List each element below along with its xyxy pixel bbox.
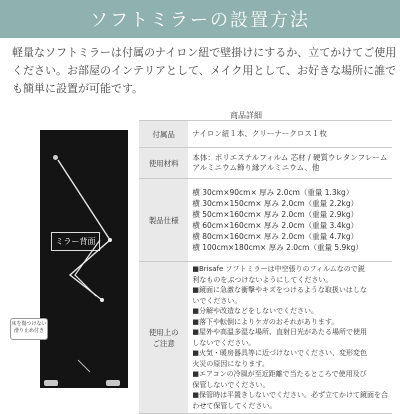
mirror-foot-left bbox=[44, 380, 58, 386]
intro-text bbox=[12, 44, 397, 98]
spec-row-size bbox=[139, 179, 392, 262]
spec-label: 製品仕様 bbox=[139, 179, 188, 262]
floor-note-line: 滑り止め付き bbox=[13, 328, 44, 334]
spec-label: 使用上の ご注意 bbox=[139, 262, 188, 414]
spec-value: ナイロン紐１本、クリーナークロス１枚 bbox=[188, 121, 392, 148]
intro-line: ください。お部屋のインテリアとして、メイク用として、お好きな場所に誰で bbox=[12, 64, 397, 77]
floor-protection-note bbox=[10, 318, 48, 340]
intro-line: も簡単に設置が可能です。 bbox=[12, 82, 144, 95]
mirror-back-label: ミラー背面 bbox=[51, 232, 100, 251]
floor-note-line: 床を傷つけない bbox=[11, 321, 47, 327]
title-banner bbox=[0, 0, 400, 38]
mirror-foot-right bbox=[106, 380, 120, 386]
spec-label: 使用材料 bbox=[139, 148, 188, 179]
hanging-hole bbox=[53, 155, 58, 160]
mirror-back-image bbox=[40, 130, 128, 388]
spec-row-material bbox=[139, 148, 392, 179]
spec-table bbox=[139, 120, 392, 414]
spec-value: 本体：ポリエステルフィルム 芯材 / 硬質ウレタンフレーム アルミニウム飾り縁アルミニウム、他 bbox=[188, 148, 392, 179]
spec-row-notes bbox=[139, 262, 392, 414]
page-title: ソフトミラーの設置方法 bbox=[90, 10, 310, 31]
spec-label: 付属品 bbox=[139, 121, 188, 148]
spec-row-accessories bbox=[139, 121, 392, 148]
intro-line: 軽量なソフトミラーは付属のナイロン紐で壁掛けにするか、立てかけてご使用 bbox=[12, 46, 397, 59]
spec-value: ■Brisafe ソフトミラーは中空張りのフィルムなので鋭 利なものをぶつけないようにしてください。 ■鏡面に急激な衝撃やキズをつけるような取扱いはしな いでください。 ■分解や改造などをしないでください。 ■落下や転倒によりケガのおそれがあります。 ■屋外や高温多湿な場所、直射日光があたる場所で使用 しないでください。 ■火気・暖房器具等に近づけないでください、変形変色 火災の原因になります。 ■エアコンの冷風が至近距離で当たるところで使用及び 保管しないでください。 ■保管時は平置きしないでください。必ず立てかけて鏡面を合 わせて保管してください。 bbox=[188, 262, 392, 414]
specs-heading: 商品詳細 bbox=[230, 111, 262, 120]
spec-value: 横 30cm×90cm× 厚み 2.0cm（重量 1.3kg） 横 30cm×150cm× 厚み 2.0cm（重量 2.2kg） 横 50cm×160cm× 厚み 2.0cm（重量 2.9kg） 横 60cm×160cm× 厚み 2.0cm（重量 3.4kg） 横 80cm×160cm× 厚み 2.0cm（重量 4.7kg） 横 100cm×180cm× 厚み 2.0cm（重量 5.9kg） bbox=[188, 179, 392, 262]
